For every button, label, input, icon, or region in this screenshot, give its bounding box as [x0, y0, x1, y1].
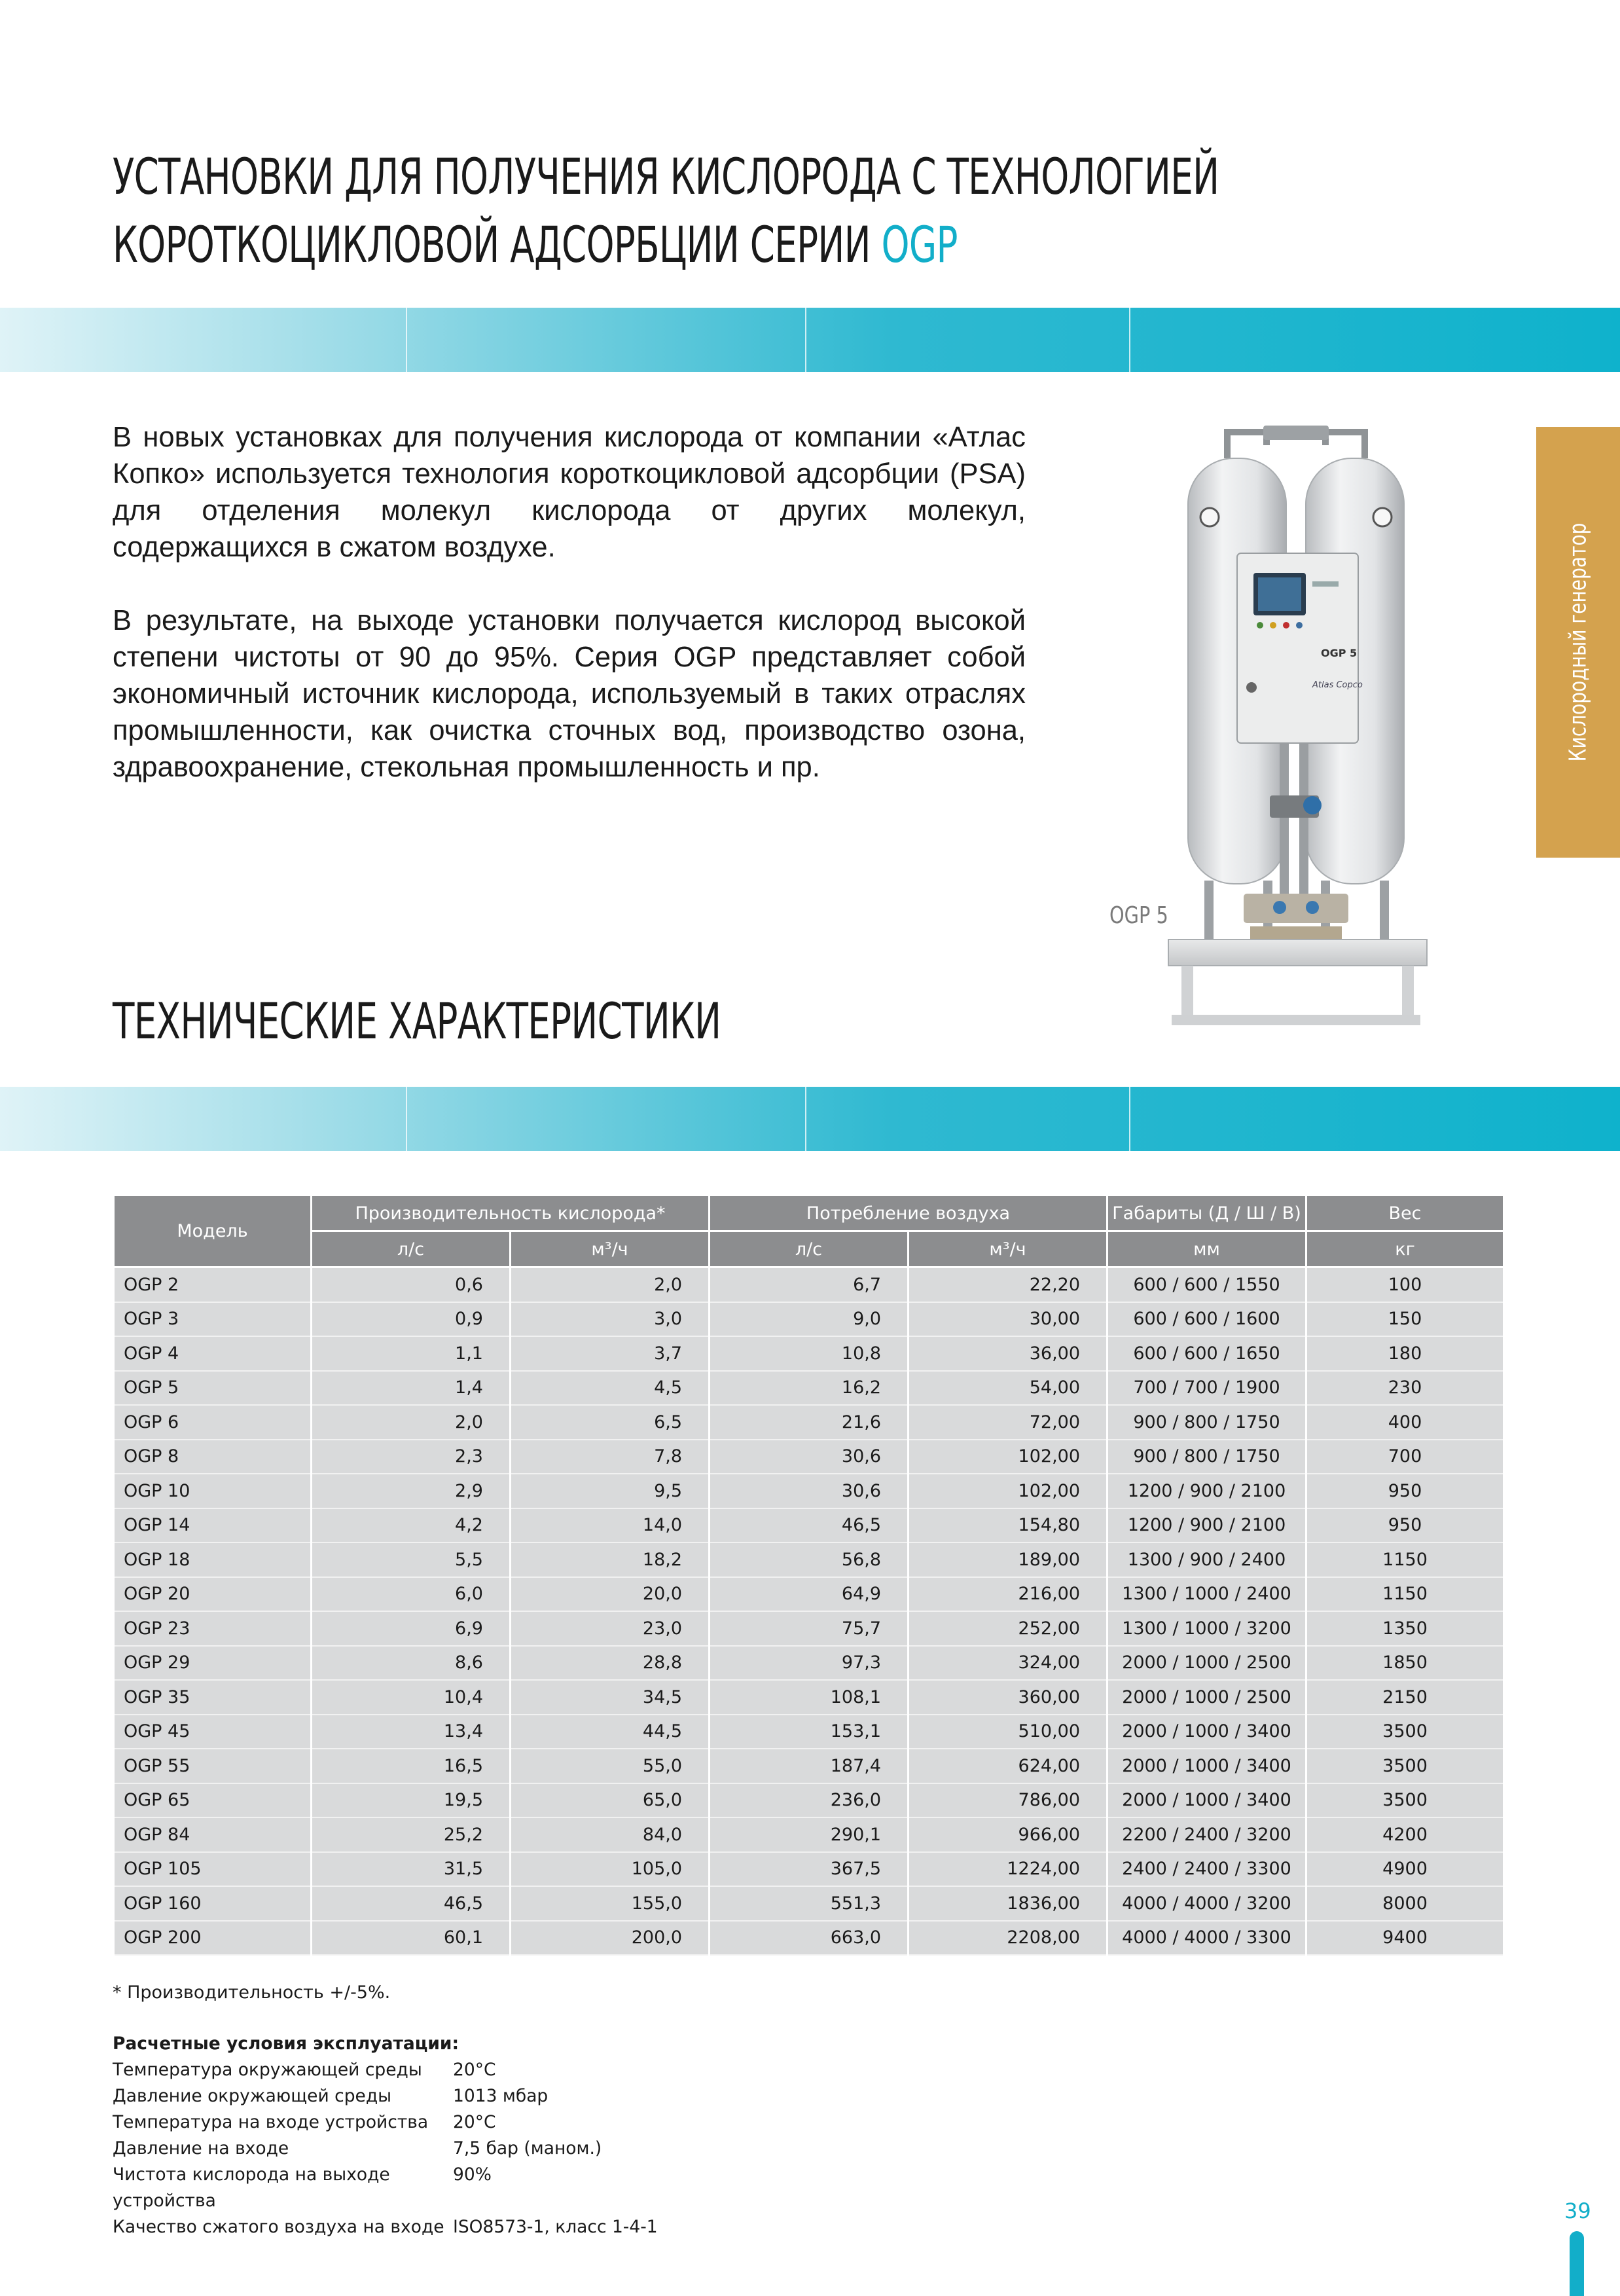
table-cell: 2,0 [312, 1405, 511, 1440]
table-cell: 22,20 [909, 1267, 1107, 1302]
table-cell: 4000 / 4000 / 3300 [1107, 1921, 1306, 1956]
table-cell: 65,0 [511, 1783, 710, 1818]
table-cell: 2200 / 2400 / 3200 [1107, 1817, 1306, 1852]
table-cell: 180 [1306, 1336, 1504, 1371]
header-band [0, 308, 1620, 372]
table-cell: 4000 / 4000 / 3200 [1107, 1886, 1306, 1921]
table-cell: 290,1 [710, 1817, 909, 1852]
table-cell: 3500 [1306, 1749, 1504, 1783]
table-row [114, 1783, 1504, 1818]
table-cell: 102,00 [909, 1440, 1107, 1474]
table-cell: 55,0 [511, 1749, 710, 1783]
table-cell: 8000 [1306, 1886, 1504, 1921]
table-row [114, 1680, 1504, 1715]
table-cell: 966,00 [909, 1817, 1107, 1852]
table-row [114, 1715, 1504, 1749]
table-cell: 187,4 [710, 1749, 909, 1783]
col-header-model: Модель [114, 1195, 312, 1267]
table-cell: 25,2 [312, 1817, 511, 1852]
table-row [114, 1302, 1504, 1337]
table-cell: 2,0 [511, 1267, 710, 1302]
table-cell: OGP 23 [114, 1611, 312, 1646]
col-header-weight: Вес [1306, 1195, 1504, 1231]
table-cell: 2000 / 1000 / 3400 [1107, 1749, 1306, 1783]
table-cell: OGP 84 [114, 1817, 312, 1852]
unit-header-m3h: м³/ч [909, 1231, 1107, 1267]
specs-heading: ТЕХНИЧЕСКИЕ ХАРАКТЕРИСТИКИ [113, 992, 721, 1050]
table-cell: 236,0 [710, 1783, 909, 1818]
operating-conditions [113, 2031, 658, 2240]
table-cell: 3500 [1306, 1783, 1504, 1818]
table-cell: 16,2 [710, 1371, 909, 1406]
table-row [114, 1886, 1504, 1921]
table-cell: 18,2 [511, 1542, 710, 1577]
table-cell: 60,1 [312, 1921, 511, 1956]
table-cell: 600 / 600 / 1550 [1107, 1267, 1306, 1302]
intro-paragraph-1: В новых установках для получения кислорода от компании «Атлас Копко» используется технология короткоцикловой адсорбции (PSA) для отделения молекул кислорода от других молекул, содержащихся в сжатом воздухе. [113, 422, 1026, 563]
col-header-dims: Габариты (Д / Ш / В) [1107, 1195, 1306, 1231]
table-cell: 663,0 [710, 1921, 909, 1956]
table-cell: OGP 5 [114, 1371, 312, 1406]
table-cell: 4900 [1306, 1852, 1504, 1887]
table-cell: OGP 6 [114, 1405, 312, 1440]
table-cell: 324,00 [909, 1646, 1107, 1681]
table-cell: 28,8 [511, 1646, 710, 1681]
table-row [114, 1749, 1504, 1783]
table-cell: 44,5 [511, 1715, 710, 1749]
condition-value: 7,5 бар (маном.) [453, 2138, 602, 2159]
unit-header-m3h: м³/ч [511, 1231, 710, 1267]
table-cell: 0,9 [312, 1302, 511, 1337]
table-row [114, 1542, 1504, 1577]
brand-label: Atlas Copco [1312, 680, 1363, 690]
table-cell: 5,5 [312, 1542, 511, 1577]
table-cell: 200,0 [511, 1921, 710, 1956]
table-row [114, 1646, 1504, 1681]
table-cell: 153,1 [710, 1715, 909, 1749]
table-cell: OGP 10 [114, 1474, 312, 1508]
table-cell: 102,00 [909, 1474, 1107, 1508]
table-cell: OGP 200 [114, 1921, 312, 1956]
specs-table [113, 1194, 1505, 1956]
table-cell: 2000 / 1000 / 2500 [1107, 1680, 1306, 1715]
table-cell: 10,4 [312, 1680, 511, 1715]
page-number: 39 [1564, 2198, 1591, 2223]
table-cell: 1836,00 [909, 1886, 1107, 1921]
unit-header-ls: л/с [312, 1231, 511, 1267]
table-row [114, 1440, 1504, 1474]
table-cell: 46,5 [312, 1886, 511, 1921]
table-cell: 6,7 [710, 1267, 909, 1302]
table-cell: 2,3 [312, 1440, 511, 1474]
table-row [114, 1817, 1504, 1852]
table-cell: 75,7 [710, 1611, 909, 1646]
table-cell: OGP 29 [114, 1646, 312, 1681]
table-cell: 36,00 [909, 1336, 1107, 1371]
table-cell: OGP 20 [114, 1577, 312, 1612]
table-cell: 30,6 [710, 1474, 909, 1508]
table-cell: 551,3 [710, 1886, 909, 1921]
specs-band [0, 1087, 1620, 1151]
col-header-oxygen: Производительность кислорода* [312, 1195, 710, 1231]
table-cell: OGP 45 [114, 1715, 312, 1749]
condition-label: Температура окружающей среды [113, 2060, 422, 2080]
table-cell: 20,0 [511, 1577, 710, 1612]
table-row [114, 1921, 1504, 1956]
table-cell: 230 [1306, 1371, 1504, 1406]
condition-row [113, 2109, 658, 2136]
table-cell: 9400 [1306, 1921, 1504, 1956]
condition-label: Давление окружающей среды [113, 2086, 392, 2106]
condition-value: 20°C [453, 2060, 496, 2080]
table-cell: 54,00 [909, 1371, 1107, 1406]
table-cell: 189,00 [909, 1542, 1107, 1577]
table-cell: 3,7 [511, 1336, 710, 1371]
table-cell: 2400 / 2400 / 3300 [1107, 1852, 1306, 1887]
condition-value: 20°C [453, 2112, 496, 2132]
unit-header-mm: мм [1107, 1231, 1306, 1267]
table-cell: 2,9 [312, 1474, 511, 1508]
table-cell: 154,80 [909, 1508, 1107, 1543]
table-cell: 1,4 [312, 1371, 511, 1406]
table-cell: 0,6 [312, 1267, 511, 1302]
table-cell: 367,5 [710, 1852, 909, 1887]
band-divider [1129, 1087, 1130, 1151]
table-cell: 30,00 [909, 1302, 1107, 1337]
table-cell: 786,00 [909, 1783, 1107, 1818]
table-row [114, 1405, 1504, 1440]
table-cell: 46,5 [710, 1508, 909, 1543]
page-title-accent: OGP [881, 215, 958, 274]
table-cell: 108,1 [710, 1680, 909, 1715]
table-cell: 1224,00 [909, 1852, 1107, 1887]
table-cell: 900 / 800 / 1750 [1107, 1405, 1306, 1440]
condition-row [113, 2057, 658, 2083]
table-cell: 150 [1306, 1302, 1504, 1337]
table-cell: 7,8 [511, 1440, 710, 1474]
condition-value: 90% [453, 2164, 492, 2185]
table-cell: 700 [1306, 1440, 1504, 1474]
table-cell: 1150 [1306, 1577, 1504, 1612]
table-cell: OGP 3 [114, 1302, 312, 1337]
condition-value: 1013 мбар [453, 2086, 549, 2106]
table-cell: 2208,00 [909, 1921, 1107, 1956]
table-cell: 4200 [1306, 1817, 1504, 1852]
table-cell: 700 / 700 / 1900 [1107, 1371, 1306, 1406]
product-caption: OGP 5 [1109, 902, 1168, 929]
table-cell: 1200 / 900 / 2100 [1107, 1508, 1306, 1543]
band-divider [406, 308, 407, 372]
table-cell: 3,0 [511, 1302, 710, 1337]
table-cell: OGP 160 [114, 1886, 312, 1921]
table-cell: 100 [1306, 1267, 1504, 1302]
table-cell: OGP 2 [114, 1267, 312, 1302]
table-cell: 360,00 [909, 1680, 1107, 1715]
page-title-line-2: КОРОТКОЦИКЛОВОЙ АДСОРБЦИИ СЕРИИ [113, 215, 871, 274]
table-cell: 2150 [1306, 1680, 1504, 1715]
table-row [114, 1267, 1504, 1302]
table-cell: 72,00 [909, 1405, 1107, 1440]
table-row [114, 1336, 1504, 1371]
page-title-line-1: УСТАНОВКИ ДЛЯ ПОЛУЧЕНИЯ КИСЛОРОДА С ТЕХНОЛОГИЕЙ [113, 147, 1219, 206]
table-cell: 6,5 [511, 1405, 710, 1440]
table-row [114, 1852, 1504, 1887]
table-cell: 1300 / 900 / 2400 [1107, 1542, 1306, 1577]
table-row [114, 1474, 1504, 1508]
table-cell: 900 / 800 / 1750 [1107, 1440, 1306, 1474]
section-side-tab [1536, 427, 1620, 858]
table-cell: OGP 8 [114, 1440, 312, 1474]
ogp5-generator-image [1152, 412, 1440, 1048]
page-title [113, 143, 1219, 279]
table-cell: 8,6 [312, 1646, 511, 1681]
condition-row [113, 2083, 658, 2109]
table-cell: OGP 18 [114, 1542, 312, 1577]
table-cell: 252,00 [909, 1611, 1107, 1646]
condition-value: ISO8573-1, класс 1-4-1 [453, 2217, 658, 2237]
table-cell: 105,0 [511, 1852, 710, 1887]
condition-row [113, 2136, 658, 2162]
table-cell: 1,1 [312, 1336, 511, 1371]
table-cell: 2000 / 1000 / 2500 [1107, 1646, 1306, 1681]
table-cell: 2000 / 1000 / 3400 [1107, 1715, 1306, 1749]
table-cell: OGP 4 [114, 1336, 312, 1371]
table-cell: 950 [1306, 1474, 1504, 1508]
table-cell: 1150 [1306, 1542, 1504, 1577]
table-cell: 1300 / 1000 / 3200 [1107, 1611, 1306, 1646]
table-cell: 400 [1306, 1405, 1504, 1440]
table-cell: 4,2 [312, 1508, 511, 1543]
condition-row [113, 2162, 658, 2214]
table-cell: OGP 105 [114, 1852, 312, 1887]
table-cell: 950 [1306, 1508, 1504, 1543]
table-cell: 10,8 [710, 1336, 909, 1371]
col-header-air: Потребление воздуха [710, 1195, 1107, 1231]
table-cell: 6,0 [312, 1577, 511, 1612]
table-cell: 16,5 [312, 1749, 511, 1783]
footnote: * Производительность +/-5%. [113, 1982, 391, 2003]
table-cell: 2000 / 1000 / 3400 [1107, 1783, 1306, 1818]
conditions-title: Расчетные условия эксплуатации: [113, 2033, 459, 2054]
table-cell: 19,5 [312, 1783, 511, 1818]
band-divider [1129, 308, 1130, 372]
table-cell: OGP 14 [114, 1508, 312, 1543]
table-cell: 510,00 [909, 1715, 1107, 1749]
table-row [114, 1371, 1504, 1406]
condition-label: Чистота кислорода на выходе устройства [113, 2164, 390, 2211]
intro-paragraph-2: В результате, на выходе установки получается кислород высокой степени чистоты от 90 до 95%. Серия OGP представляет собой экономичный источник кислорода, используемый в таких отраслях промышленности, как очистка сточных вод, производство озона, здравоохранение, стекольная промышленность и пр. [113, 605, 1026, 783]
table-cell: 9,5 [511, 1474, 710, 1508]
band-divider [406, 1087, 407, 1151]
condition-label: Качество сжатого воздуха на входе [113, 2217, 444, 2237]
panel-model-label: OGP 5 [1321, 647, 1358, 659]
table-cell: 1850 [1306, 1646, 1504, 1681]
table-cell: 600 / 600 / 1650 [1107, 1336, 1306, 1371]
table-cell: OGP 55 [114, 1749, 312, 1783]
table-cell: 600 / 600 / 1600 [1107, 1302, 1306, 1337]
table-cell: 1350 [1306, 1611, 1504, 1646]
table-cell: 56,8 [710, 1542, 909, 1577]
table-cell: OGP 65 [114, 1783, 312, 1818]
unit-header-kg: кг [1306, 1231, 1504, 1267]
table-cell: 84,0 [511, 1817, 710, 1852]
section-side-tab-label: Кислородный генератор [1564, 522, 1592, 762]
table-cell: 9,0 [710, 1302, 909, 1337]
table-cell: 6,9 [312, 1611, 511, 1646]
table-cell: 155,0 [511, 1886, 710, 1921]
table-cell: 1200 / 900 / 2100 [1107, 1474, 1306, 1508]
condition-label: Температура на входе устройства [113, 2112, 429, 2132]
table-cell: 13,4 [312, 1715, 511, 1749]
table-cell: 624,00 [909, 1749, 1107, 1783]
table-cell: 23,0 [511, 1611, 710, 1646]
intro-text [113, 419, 1026, 822]
table-cell: 34,5 [511, 1680, 710, 1715]
table-cell: 1300 / 1000 / 2400 [1107, 1577, 1306, 1612]
table-cell: 30,6 [710, 1440, 909, 1474]
table-cell: 31,5 [312, 1852, 511, 1887]
table-row [114, 1508, 1504, 1543]
table-cell: OGP 35 [114, 1680, 312, 1715]
condition-label: Давление на входе [113, 2138, 289, 2159]
table-row [114, 1577, 1504, 1612]
unit-header-ls: л/с [710, 1231, 909, 1267]
table-cell: 216,00 [909, 1577, 1107, 1612]
table-cell: 4,5 [511, 1371, 710, 1406]
condition-row [113, 2214, 658, 2240]
table-cell: 3500 [1306, 1715, 1504, 1749]
page-marker [1570, 2231, 1584, 2296]
band-divider [805, 308, 806, 372]
table-cell: 64,9 [710, 1577, 909, 1612]
band-divider [805, 1087, 806, 1151]
table-cell: 14,0 [511, 1508, 710, 1543]
table-row [114, 1611, 1504, 1646]
table-cell: 97,3 [710, 1646, 909, 1681]
table-cell: 21,6 [710, 1405, 909, 1440]
